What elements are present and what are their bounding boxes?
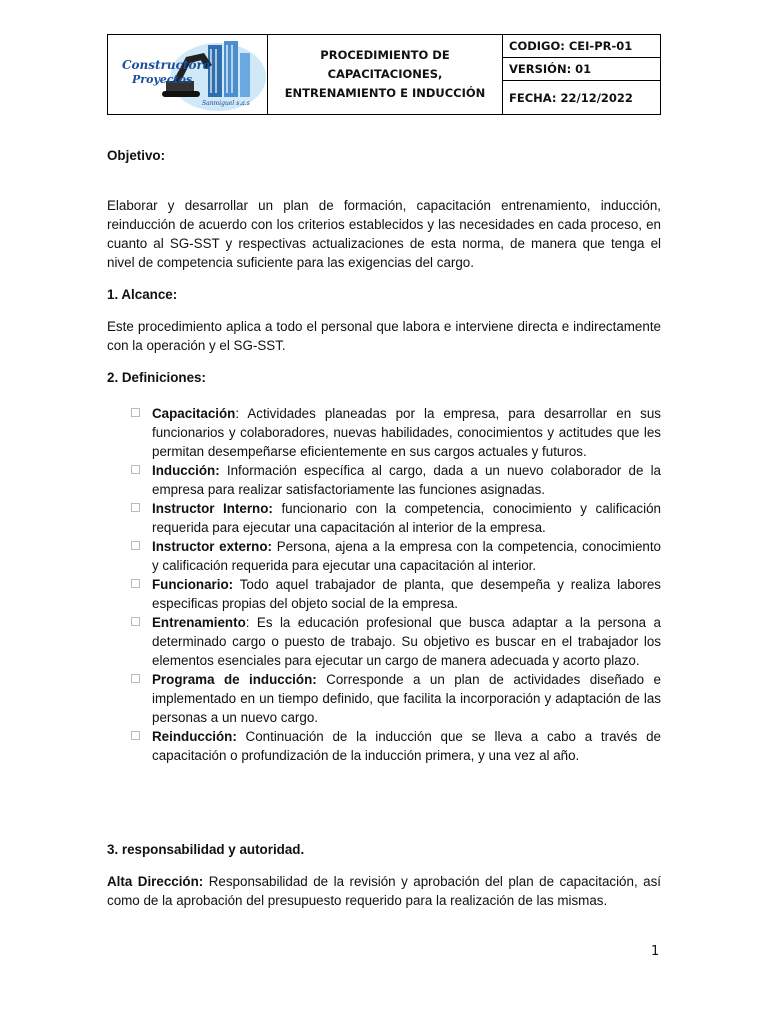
definition-text: Información específica al cargo, dada a un nuevo colaborador de la empresa para realizar satisfactoriamente las funciones asignadas. [152,463,661,497]
definition-text: funcionario con la competencia, conocimiento y calificación requerida para ejecutar una capacitación al interior de la empresa. [152,501,661,535]
document-header [107,34,661,115]
company-logo [108,35,267,114]
bullet-icon [131,674,140,683]
definition-item [107,670,661,727]
definition-text: Todo aquel trabajador de planta, que desempeña y realiza labores especificas propias del objeto social de la empresa. [152,577,661,611]
alcance-heading: 1. Alcance: [107,287,178,302]
definition-term: Programa de inducción: [152,672,317,687]
bullet-icon [131,579,140,588]
title-line-2: CAPACITACIONES, [327,67,443,81]
title-line-3: ENTRENAMIENTO E INDUCCIÓN [284,86,486,100]
page-number: 1 [651,944,660,959]
bullet-icon [131,408,140,417]
logo-text-2: Proyectos [132,73,193,86]
document-version: VERSIÓN: 01 [503,58,661,81]
definition-term: Capacitación [152,406,236,421]
logo-cell [108,35,268,115]
definition-text: Corresponde a un plan de actividades diseñado e implementado en un tiempo definido, que facilita la incorporación y adaptación de las personas a un nuevo cargo. [152,672,661,725]
definition-item [107,727,661,765]
title-line-1: PROCEDIMIENTO DE [320,48,450,62]
definition-text: : Actividades planeadas por la empresa, para desarrollar en sus funcionarios y colaboradores, nuevas habilidades, conocimientos y actitudes que les permitan desempeñarse eficientemente en sus cargos actuales y futuros. [152,406,661,459]
definition-term: Instructor Interno: [152,501,273,516]
definition-item [107,461,661,499]
definition-text: : Es la educación profesional que busca adaptar a la persona a determinado cargo o puesto de trabajo. Su objetivo es buscar en el trabajador los elementos esenciales para ejecutar un cargo de manera adecuada y acorto plazo. [152,615,661,668]
definition-item [107,613,661,670]
definition-term: Entrenamiento [152,615,246,630]
responsabilidad-term: Alta Dirección: [107,874,204,889]
definition-item [107,404,661,461]
responsabilidad-heading: 3. responsabilidad y autoridad. [107,842,305,857]
definition-text: Persona, ajena a la empresa con la competencia, conocimiento y calificación requerida para ejecutar una capacitación al interior. [152,539,662,573]
definition-item [107,499,661,537]
definition-text: Continuación de la inducción que se lleva a cabo a través de capacitación o profundización de la inducción primera, y una vez al año. [152,729,661,763]
responsabilidad-description: Responsabilidad de la revisión y aprobación del plan de capacitación, así como de la aprobación del presupuesto requerido para la realización de las mismas. [107,874,662,908]
definiciones-heading: 2. Definiciones: [107,370,206,385]
logo-graphic [108,35,267,114]
bullet-icon [131,731,140,740]
definition-term: Inducción: [152,463,220,478]
definition-term: Funcionario: [152,577,234,592]
document-title [268,35,503,115]
bullet-icon [131,503,140,512]
document-body [107,146,661,910]
logo-signature: Sanmiguel s.a.s [202,100,250,107]
objetivo-heading: Objetivo: [107,148,166,163]
document-date: FECHA: 22/12/2022 [503,81,661,115]
objetivo-text: Elaborar y desarrollar un plan de formación, capacitación entrenamiento, inducción, reinducción de acuerdo con los criterios establecidos y las necesidades en cada proceso, en cuanto al SG-SST y respectivas actualizaciones de esta norma, de manera que tenga el nivel de competencia suficiente para las exigencias del cargo. [107,198,661,270]
responsabilidad-text [107,872,661,910]
definition-item [107,537,661,575]
bullet-icon [131,541,140,550]
logo-text-1: Constructora [122,58,211,72]
alcance-text: Este procedimiento aplica a todo el personal que labora e interviene directa e indirectamente con la operación y el SG-SST. [107,319,661,353]
bullet-icon [131,617,140,626]
bullet-icon [131,465,140,474]
definition-term: Reinducción: [152,729,237,744]
document-code: CODIGO: CEI-PR-01 [503,35,661,58]
definitions-list [107,404,661,765]
definition-item [107,575,661,613]
definition-term: Instructor externo: [152,539,273,554]
